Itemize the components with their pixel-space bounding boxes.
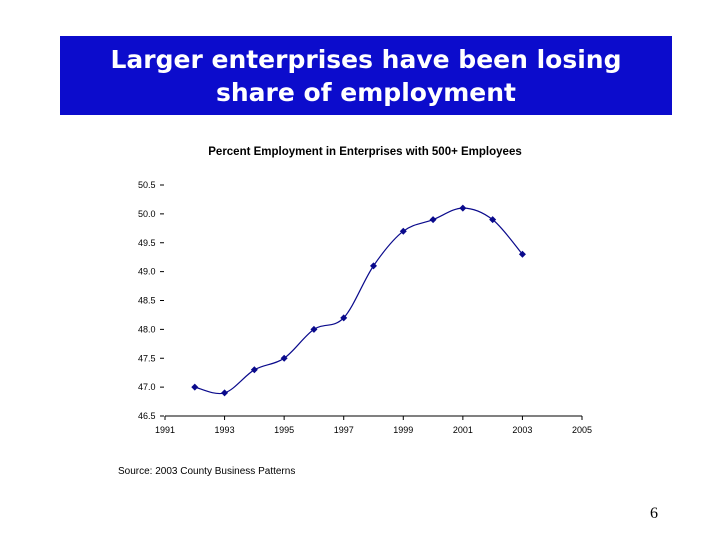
x-tick-label: 2005: [571, 425, 593, 435]
data-point-marker: [251, 366, 258, 373]
data-point-marker: [221, 389, 228, 396]
data-point-marker: [370, 262, 377, 269]
y-tick-label: 48.5: [138, 295, 156, 306]
x-tick-label: 1997: [333, 425, 354, 435]
x-tick-label: 1999: [393, 425, 414, 435]
chart-title: Percent Employment in Enterprises with 500+ Employees: [208, 146, 522, 158]
y-tick-label: 46.5: [138, 411, 156, 421]
x-tick-label: 1991: [154, 425, 176, 435]
y-tick-label: 47.5: [138, 353, 156, 364]
chart-series: [191, 205, 526, 397]
y-tick-label: 47.0: [138, 382, 156, 393]
slide-title-line-1: Larger enterprises have been losing: [110, 44, 622, 74]
y-tick-label: 50.0: [138, 208, 156, 219]
x-tick-label: 1995: [274, 425, 295, 435]
page-number: 6: [650, 505, 658, 522]
x-tick-label: 2003: [512, 425, 533, 435]
y-tick-label: 49.5: [138, 237, 156, 248]
chart-ticks: [138, 180, 592, 435]
data-point-marker: [459, 205, 466, 212]
slide-title-line-2: share of employment: [216, 77, 516, 107]
series-line: [195, 208, 523, 393]
source-note: Source: 2003 County Business Patterns: [118, 466, 296, 477]
data-point-marker: [430, 216, 437, 223]
y-tick-label: 49.0: [138, 266, 156, 277]
x-tick-label: 2001: [452, 425, 473, 435]
data-point-marker: [191, 384, 198, 391]
x-tick-label: 1993: [214, 425, 235, 435]
y-tick-label: 48.0: [138, 324, 156, 335]
y-tick-label: 50.5: [138, 180, 156, 190]
